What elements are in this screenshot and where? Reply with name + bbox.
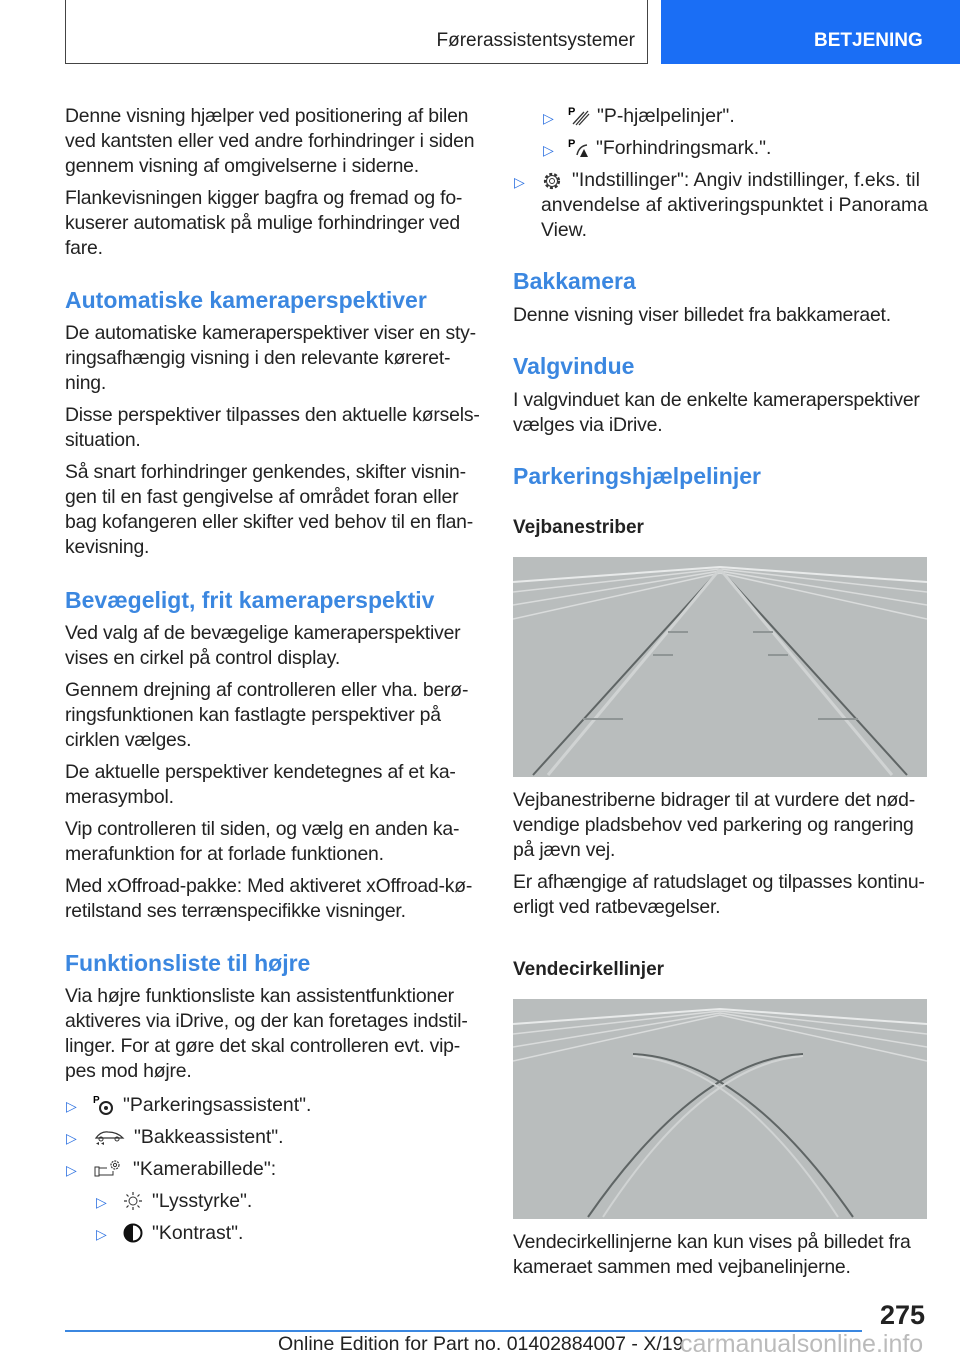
- hill-assistant-car-icon: [93, 1126, 125, 1148]
- list-item: "Indstillinger": Angiv indstillinger, f.eks. til anvendelse af aktiveringspunktet i Panorama View.: [541, 169, 928, 241]
- paragraph: Denne visning viser billedet fra bakkameraet.: [513, 304, 891, 326]
- heading: Bakkamera: [513, 268, 636, 294]
- contrast-icon: [122, 1222, 144, 1244]
- paragraph: Gennem drejning af controlleren eller vha. berø- ringsfunktionen kan fastlagte perspektiver på cirklen vælges.: [65, 679, 469, 751]
- list-item: "P-hjælpelinjer".: [597, 105, 735, 127]
- paragraph: Vejbanestriberne bidrager til at vurdere det nød- vendige pladsbehov ved parkering og rangering på jævn vej.: [513, 789, 915, 861]
- subheading: Vendecirkellinjer: [513, 959, 665, 980]
- svg-text:P: P: [568, 138, 576, 150]
- paragraph: Så snart forhindringer genkendes, skifter visnin- gen til en fast gengivelse af området foran eller bag kofangeren eller skifter ved behov til en flan- kevisning.: [65, 461, 474, 558]
- list-item: "Kamerabillede":: [133, 1158, 277, 1180]
- paragraph: De aktuelle perspektiver kendetegnes af et ka- merasymbol.: [65, 761, 456, 808]
- paragraph: Vip controlleren til siden, og vælg en anden ka- merafunktion for at forlade funktionen.: [65, 818, 460, 865]
- heading: Funktionsliste til højre: [65, 950, 311, 976]
- bullet-triangle-icon: ▷: [514, 174, 525, 190]
- list-item: "Forhindringsmark.".: [596, 137, 772, 159]
- list-item: "Lysstyrke".: [152, 1190, 253, 1212]
- paragraph: Via højre funktionsliste kan assistentfunktioner aktiveres via iDrive, og der kan foretages indstil- linger. For at gøre det skal controlleren evt. vip- pes mod højre.: [65, 985, 468, 1082]
- heading: Parkeringshjælpelinjer: [513, 463, 761, 489]
- bullet-triangle-icon: ▷: [543, 110, 554, 126]
- paragraph: De automatiske kameraperspektiver viser en sty- ringsafhængig visning i den relevante køreret- ning.: [65, 322, 476, 394]
- svg-text:P: P: [93, 1095, 100, 1106]
- turning-circle-illustration: [513, 999, 927, 1219]
- section-title: Førerassistentsystemer: [436, 30, 635, 51]
- paragraph: Med xOffroad-pakke: Med aktiveret xOffroad-kø- retilstand ses terrænspecifikke visninger.: [65, 875, 473, 922]
- chapter-tab: [661, 0, 960, 64]
- list-item: "Bakkeassistent".: [134, 1126, 284, 1148]
- paragraph: Vendecirkellinjerne kan kun vises på billedet fra kameraet sammen med vejbanelinjerne.: [513, 1231, 911, 1278]
- paragraph: Denne visning hjælper ved positionering af bilen ved kantsten eller ved andre forhindringer i siden gennem visning af omgivelserne i siderne.: [65, 105, 475, 177]
- page-number: 275: [880, 1300, 926, 1330]
- bullet-triangle-icon: ▷: [96, 1194, 107, 1210]
- heading: Automatiske kameraperspektiver: [65, 287, 427, 313]
- paragraph: I valgvinduet kan de enkelte kameraperspektiver vælges via iDrive.: [513, 389, 920, 436]
- watermark: carmanualsonline.info: [680, 1330, 924, 1358]
- parking-guide-lines-icon: [568, 105, 590, 127]
- bullet-triangle-icon: ▷: [66, 1098, 77, 1114]
- camera-settings-icon: [93, 1158, 125, 1180]
- heading: Bevægeligt, frit kameraperspektiv: [65, 587, 435, 613]
- chapter-tab-label: BETJENING: [814, 30, 923, 51]
- heading: Valgvindue: [513, 353, 635, 379]
- parking-assistant-icon: [93, 1094, 115, 1116]
- paragraph: Flankevisningen kigger bagfra og fremad og fo- kuserer automatisk på mulige forhindringer ved fare.: [65, 187, 463, 259]
- edition-text: Online Edition for Part no. 01402884007 - X/19: [278, 1333, 684, 1355]
- lane-lines-illustration: [513, 557, 927, 777]
- bullet-triangle-icon: ▷: [66, 1130, 77, 1146]
- list-item: "Kontrast".: [152, 1222, 244, 1244]
- bullet-triangle-icon: ▷: [543, 142, 554, 158]
- svg-text:P: P: [568, 106, 576, 118]
- paragraph: Ved valg af de bevægelige kameraperspektiver vises en cirkel på control display.: [65, 622, 461, 669]
- list-item: "Parkeringsassistent".: [123, 1094, 312, 1116]
- brightness-icon: [122, 1190, 144, 1212]
- paragraph: Disse perspektiver tilpasses den aktuelle kørsels- situation.: [65, 404, 480, 451]
- header-box: [65, 0, 648, 64]
- obstacle-marking-icon: [568, 137, 590, 159]
- subheading: Vejbanestriber: [513, 517, 644, 538]
- paragraph: Er afhængige af ratudslaget og tilpasses kontinu- erligt ved ratbevægelser.: [513, 871, 925, 918]
- bullet-triangle-icon: ▷: [66, 1162, 77, 1178]
- bullet-triangle-icon: ▷: [96, 1226, 107, 1242]
